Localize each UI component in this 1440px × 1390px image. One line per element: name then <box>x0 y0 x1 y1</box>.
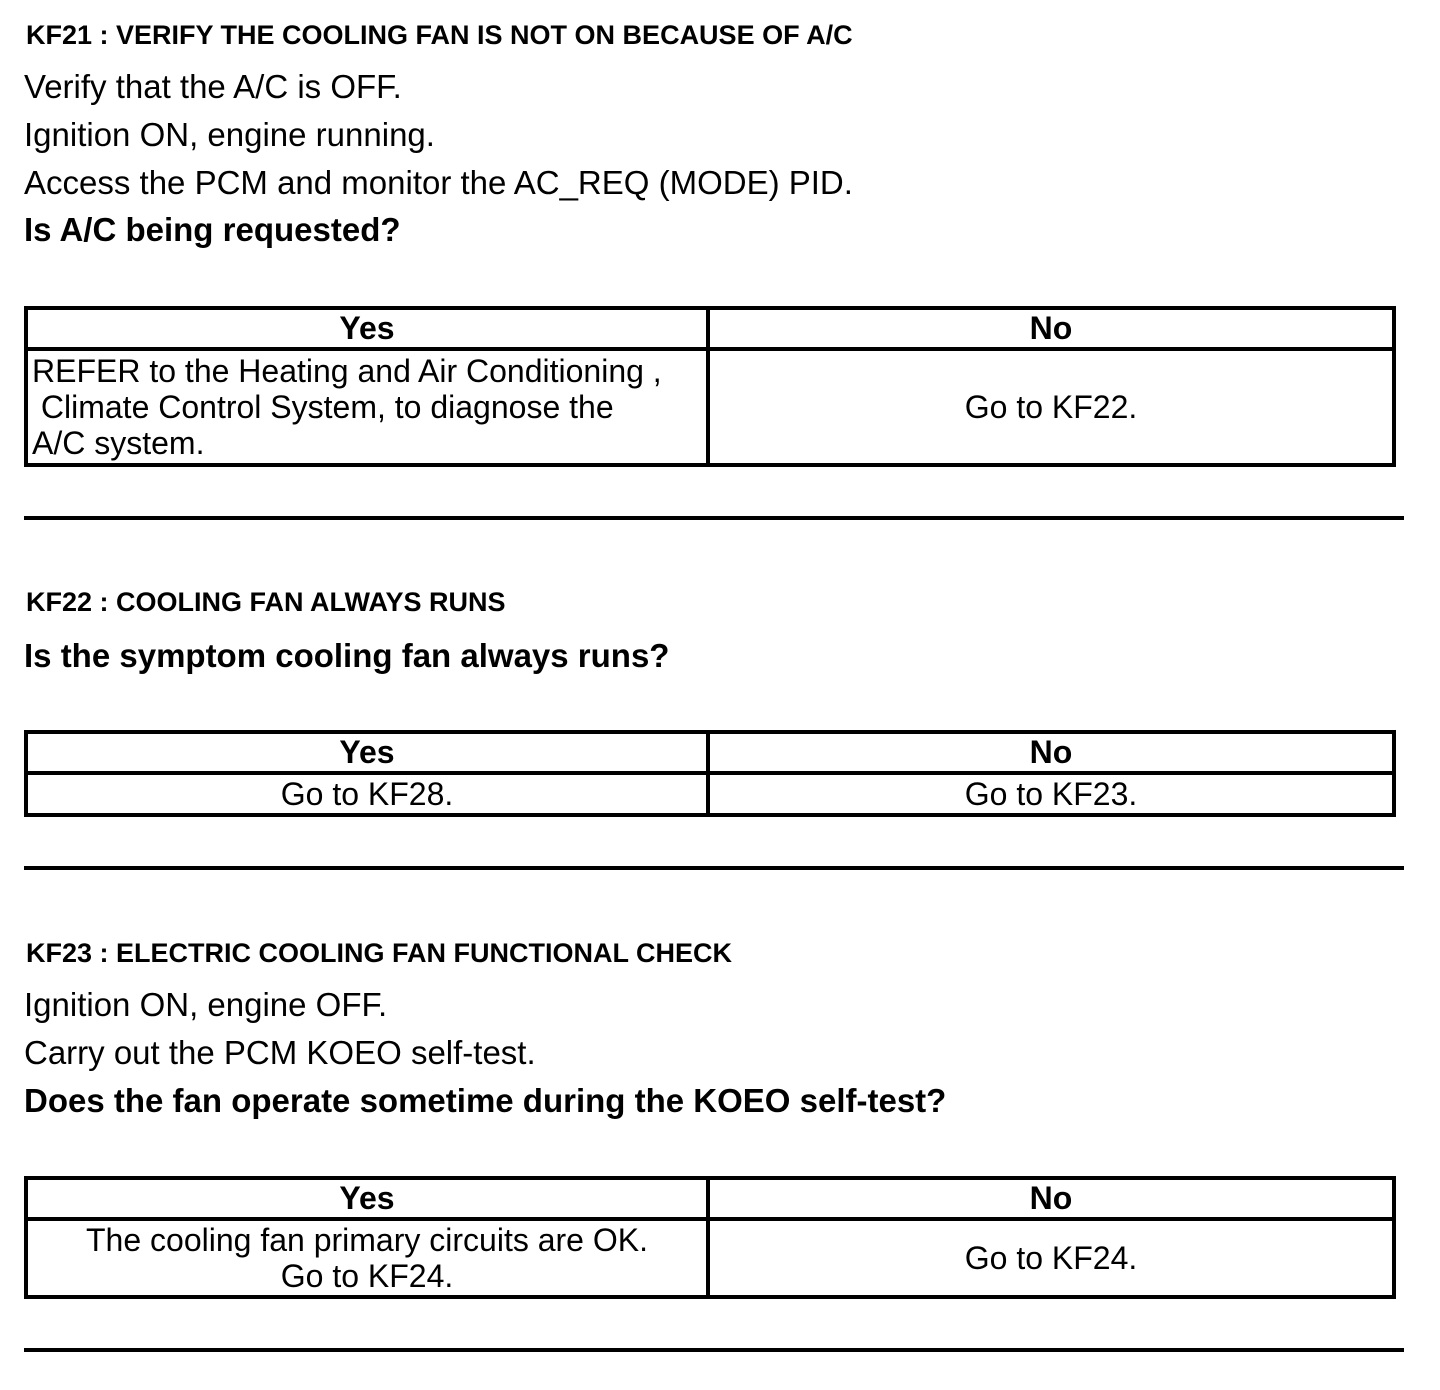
no-cell: Go to KF23. <box>708 773 1394 815</box>
yes-cell-line: Go to KF24. <box>280 1258 454 1294</box>
yes-cell-line: A/C system. <box>32 425 205 461</box>
yes-no-table-kf22 <box>24 730 1396 817</box>
section-divider <box>24 1348 1404 1352</box>
instruction-line: Carry out the PCM KOEO self-test. <box>24 1034 536 1071</box>
instruction-line: Verify that the A/C is OFF. <box>24 68 402 105</box>
no-cell: Go to KF24. <box>708 1219 1394 1297</box>
section-heading-kf23: KF23 : ELECTRIC COOLING FAN FUNCTIONAL CHECK <box>26 938 733 968</box>
instruction-line: Access the PCM and monitor the AC_REQ (MODE) PID. <box>24 164 853 201</box>
yes-header: Yes <box>26 1178 708 1219</box>
yes-header: Yes <box>26 732 708 773</box>
yes-header: Yes <box>26 308 708 349</box>
yes-no-table-kf23 <box>24 1176 1396 1299</box>
no-cell: Go to KF22. <box>708 349 1394 465</box>
section-divider <box>24 516 1404 520</box>
instruction-line: Ignition ON, engine running. <box>24 116 435 153</box>
section-divider <box>24 866 1404 870</box>
yes-no-table-kf21 <box>24 306 1396 467</box>
question-text: Is A/C being requested? <box>24 211 401 248</box>
no-header: No <box>708 308 1394 349</box>
yes-cell-line: REFER to the Heating and Air Conditioning , <box>32 353 662 389</box>
section-heading-kf22: KF22 : COOLING FAN ALWAYS RUNS <box>26 587 506 617</box>
no-header: No <box>708 1178 1394 1219</box>
yes-cell: Go to KF28. <box>26 773 708 815</box>
yes-cell <box>26 349 708 465</box>
section-heading-kf21: KF21 : VERIFY THE COOLING FAN IS NOT ON BECAUSE OF A/C <box>26 20 853 50</box>
instruction-line: Ignition ON, engine OFF. <box>24 986 388 1023</box>
question-text: Is the symptom cooling fan always runs? <box>24 637 670 674</box>
yes-cell <box>26 1219 708 1297</box>
question-text: Does the fan operate sometime during the KOEO self-test? <box>24 1082 947 1119</box>
yes-cell-line: Climate Control System, to diagnose the <box>32 389 614 425</box>
no-header: No <box>708 732 1394 773</box>
yes-cell-line: The cooling fan primary circuits are OK. <box>86 1222 648 1258</box>
